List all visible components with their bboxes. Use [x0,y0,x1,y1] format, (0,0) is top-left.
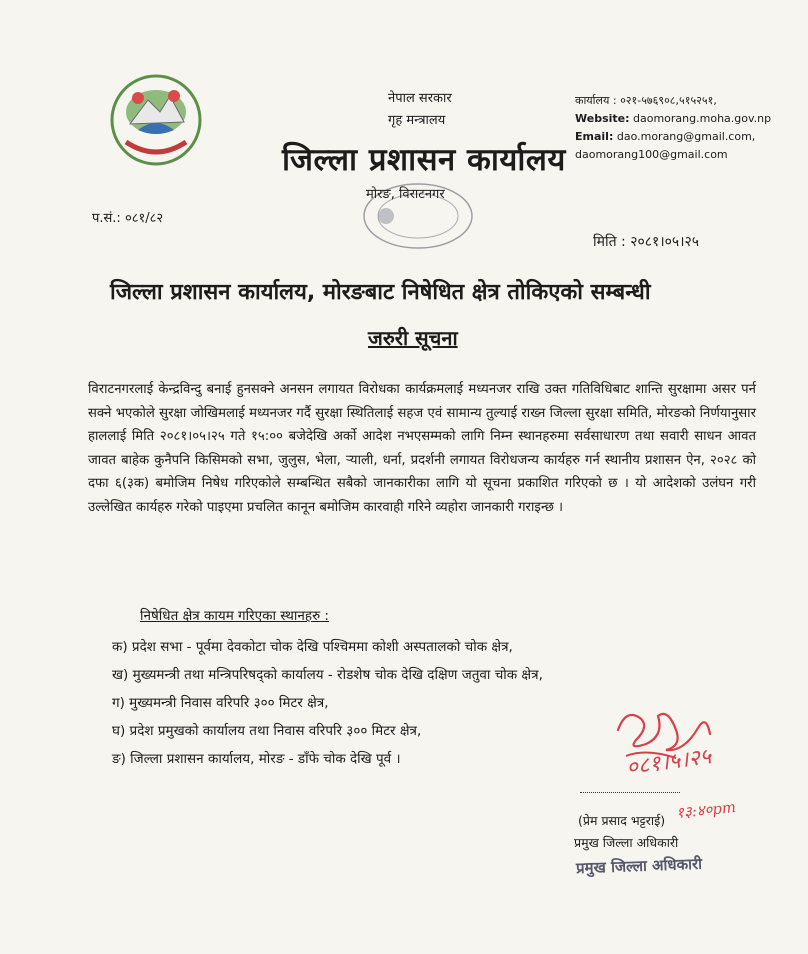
email-link-1[interactable]: dao.morang@gmail.com, [616,130,756,143]
signature-line [580,792,680,793]
notice-date: मिति : २०८१।०५।२५ [593,234,700,250]
website-link[interactable]: daomorang.moha.gov.np [633,112,772,125]
website-label: Website: [575,112,630,125]
notice-heading: जिल्ला प्रशासन कार्यालय, मोरङबाट निषेधित क्षेत्र तोकिएको सम्बन्धी [110,280,651,305]
government-name: नेपाल सरकार [388,91,452,106]
officer-title: प्रमुख जिल्ला अधिकारी [574,835,679,850]
notice-subheading: जरुरी सूचना [368,326,458,350]
notice-body: विराटनगरलाई केन्द्रविन्दु बनाई हुनसक्ने अनसन लगायत विरोधका कार्यक्रमलाई मध्यनजर राखि उक्त गतिविधिबाट शान्ति सुरक्षामा असर पर्न सक्ने भएकोले सुरक्षा जोखिमलाई मध्यनजर गर्दै सुरक्षा स्थितिलाई सहज एवं सामान्य तुल्याई राख्न जिल्ला सुरक्षा समिति, मोरङको निर्णयानुसार हाललाई मिति २०८१।०५।२५ गते १५:०० बजेदेखि अर्को आदेश नभएसम्मको लागि निम्न स्थानहरुमा सर्वसाधारण तथा सवारी साधन आवत जावत बाहेक कुनैपनि किसिमको सभा, जुलुस, भेला, र्‍याली, धर्ना, प्रदर्शनी लगायत विरोधजन्य कार्यहरु गर्न स्थानीय प्रशासन ऐन, २०२८ को दफा ६(३क) बमोजिम निषेध गरिएकोले सम्बन्धित सबैको जानकारीका लागि यो सूचना प्रकाशित गरिएको छ । यो आदेशको उलंघन गरी उल्लेखित कार्यहरु गरेको पाइएमा प्रचलित कानून बमोजिम कारवाही गरिने व्यहोरा जानकारी गराइन्छ । [88,382,756,515]
handwritten-date: ०८१।५।२५ [624,744,713,781]
email-link-2[interactable]: daomorang100@gmail.com [575,148,728,161]
list-item: घ) प्रदेश प्रमुखको कार्यालय तथा निवास वरिपरि ३०० मिटर क्षेत्र, [112,723,422,739]
restricted-areas-list [112,633,543,773]
office-location: मोरङ, विराटनगर [366,187,445,202]
office-title: जिल्ला प्रशासन कार्यालय [282,142,566,178]
list-item: क) प्रदेश सभा - पूर्वमा देवकोटा चोक देखि पश्चिममा कोशी अस्पतालको चोक क्षेत्र, [112,639,513,655]
ministry-name: गृह मन्त्रालय [388,113,446,128]
restricted-areas-title: निषेधित क्षेत्र कायम गरिएका स्थानहरु : [140,608,329,624]
officer-name: (प्रेम प्रसाद भट्टराई) [578,813,666,828]
office-phone: कार्यालय : ०२१-५७६९०८,५१५२५१, [575,94,717,107]
email-label: Email: [575,130,614,143]
handwritten-time: १३:४०pm [675,797,737,823]
list-item: ङ) जिल्ला प्रशासन कार्यालय, मोरङ - डाँफे चोक देखि पूर्व । [112,751,401,767]
reference-number: प.सं.: ०८१/८२ [92,211,164,226]
nepal-emblem-icon [108,72,204,168]
government-lines [388,88,452,132]
officer-stamp: प्रमुख जिल्ला अधिकारी [575,854,703,878]
email-line [575,128,771,146]
list-item: ख) मुख्यमन्त्री तथा मन्त्रिपरिषद्को कार्यालय - रोडशेष चोक देखि दक्षिण जतुवा चोक क्षेत्र, [112,667,543,683]
list-item: ग) मुख्यमन्त्री निवास वरिपरि ३०० मिटर क्षेत्र, [112,695,329,711]
website-line [575,110,771,128]
contact-block [575,92,771,164]
